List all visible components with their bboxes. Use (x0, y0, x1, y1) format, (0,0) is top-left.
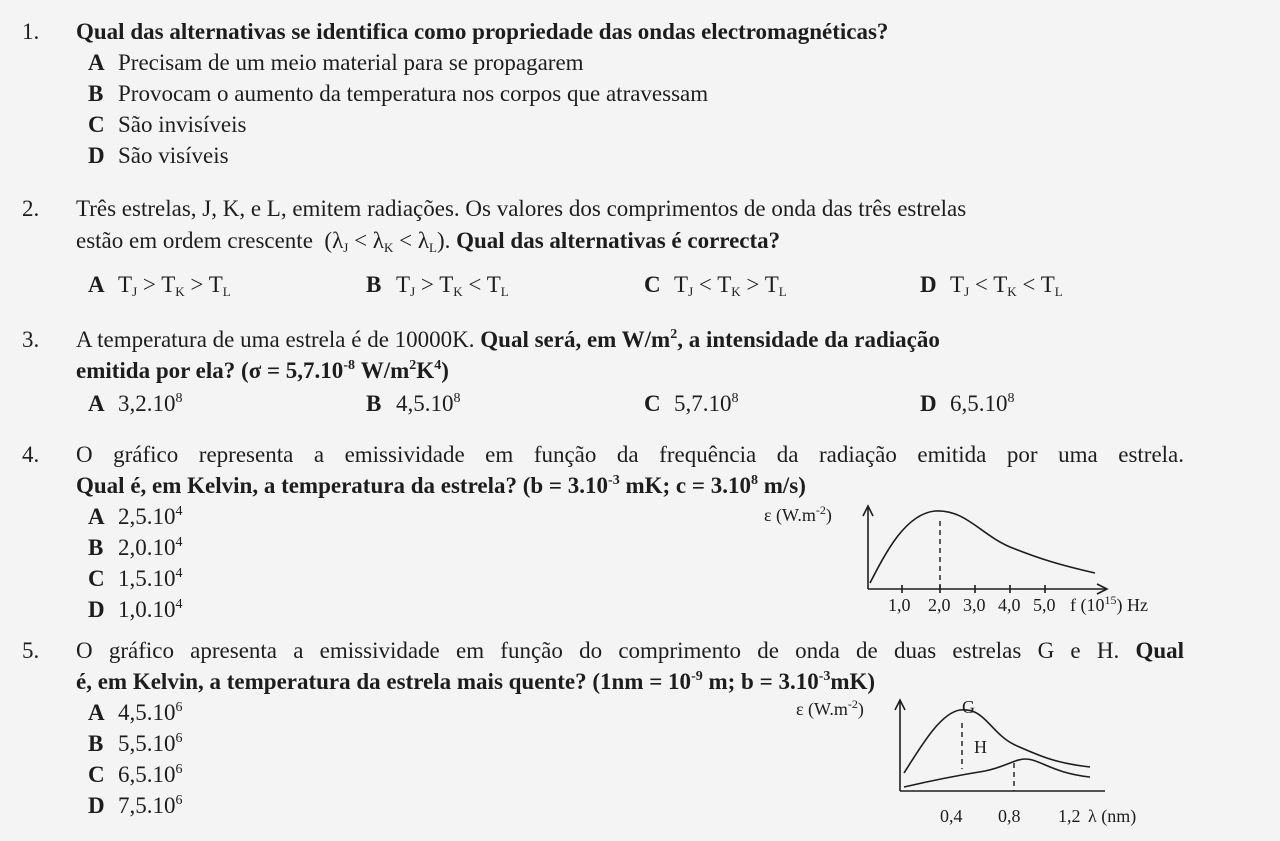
curve-h (904, 759, 1090, 787)
option-c[interactable]: C 5,7.10$^8$ (644, 391, 739, 416)
option-d[interactable]: D São visíveis (88, 143, 229, 168)
tick-label: 3,0 (963, 595, 986, 615)
question-3 (0, 324, 1280, 419)
tick-label: 2,0 (928, 595, 951, 615)
question-prompt: Qual das alternativas é correcta? (456, 228, 781, 253)
option-d[interactable]: D 1,0.10$^4$ (88, 597, 183, 622)
question-number: 3. (22, 327, 40, 352)
curve-h-label: H (974, 737, 987, 757)
option-a[interactable]: A 3,2.10$^8$ (88, 391, 183, 416)
tick-label: 0,8 (998, 806, 1021, 826)
question-stem-line1: Três estrelas, J, K, e L, emitem radiações. Os valores dos comprimentos de onda das três estrelas (76, 196, 967, 221)
option-b[interactable]: B $T_J > T_K < T_L$ (366, 272, 509, 299)
x-axis-label: λ (nm) (1088, 806, 1137, 826)
question-number: 1. (22, 19, 40, 44)
question-number: 5. (22, 638, 40, 663)
question-stem-line2: é, em Kelvin, a temperatura da estrela mais quente? ($1nm = 10^{-9}$ m; $b = 3.10^{-3}mK$) (76, 669, 876, 694)
question-5 (0, 635, 1280, 841)
question-number: 2. (22, 196, 40, 221)
option-b[interactable]: B 4,5.10$^8$ (366, 391, 461, 416)
tick-label: 4,0 (998, 595, 1021, 615)
option-b[interactable]: B 2,0.10$^4$ (88, 535, 183, 560)
option-a[interactable]: A 4,5.10$^6$ (88, 700, 183, 725)
option-d[interactable]: D 7,5.10$^6$ (88, 793, 183, 818)
tick-label: 1,0 (888, 595, 911, 615)
option-a[interactable]: A $T_J > T_K > T_L$ (88, 272, 231, 299)
tick-label: 1,2 (1058, 806, 1081, 826)
option-b[interactable]: B 5,5.10$^6$ (88, 731, 183, 756)
emission-curve (870, 511, 1095, 583)
emissivity-wavelength-graph (790, 693, 1180, 835)
option-d[interactable]: D $T_J < T_K < T_L$ (920, 272, 1063, 299)
y-axis-label: ε $(W.m^{-2})$ (764, 503, 832, 525)
question-stem-line2: Qual é, em Kelvin, a temperatura da estrela? ($b = 3.10^{-3}$ mK; $c = 3.10^8$ m/s) (76, 473, 806, 498)
question-stem-line1: O gráfico apresenta a emissividade em função do comprimento de onda de duas estrelas G e H. Qual (76, 638, 1185, 663)
tick-label: 5,0 (1033, 595, 1056, 615)
question-stem: Qual das alternativas se identifica como propriedade das ondas electromagnéticas? (76, 19, 889, 44)
question-1 (0, 16, 1280, 176)
question-4 (0, 439, 1280, 622)
curve-g (904, 710, 1090, 773)
question-stem-line2: emitida por ela? ($\sigma = 5,7.10^{-8}$ $W/m^2K^4$) (76, 358, 449, 383)
option-d[interactable]: D 6,5.10$^8$ (920, 391, 1015, 416)
option-c[interactable]: C $T_J < T_K > T_L$ (644, 272, 787, 299)
tick-label: 0,4 (940, 806, 963, 826)
option-c[interactable]: C São invisíveis (88, 112, 247, 137)
question-2 (0, 193, 1280, 303)
option-c[interactable]: C 6,5.10$^6$ (88, 762, 183, 787)
x-axis-label: f $(10^{15})$ Hz (1070, 593, 1148, 615)
option-a[interactable]: A 2,5.10$^4$ (88, 504, 183, 529)
option-a[interactable]: A Precisam de um meio material para se propagarem (88, 50, 584, 75)
curve-g-label: G (962, 697, 975, 717)
option-c[interactable]: C 1,5.10$^4$ (88, 566, 183, 591)
question-number: 4. (22, 442, 40, 467)
option-b[interactable]: B Provocam o aumento da temperatura nos corpos que atravessam (88, 81, 709, 106)
emissivity-frequency-graph (760, 499, 1180, 624)
question-stem-line1: A temperatura de uma estrela é de 10000K. Qual será, em $W/m^2$, a intensidade da radiação (76, 327, 940, 352)
question-stem-line2: estão em ordem crescente $(\lambda_J < \lambda_K < \lambda_L)$. Qual das alternativas é correcta? (76, 228, 781, 255)
y-axis-label: ε $(W.m^{-2})$ (796, 697, 864, 719)
question-stem-line1: O gráfico representa a emissividade em função da frequência da radiação emitida por uma estrela. (76, 442, 1184, 467)
